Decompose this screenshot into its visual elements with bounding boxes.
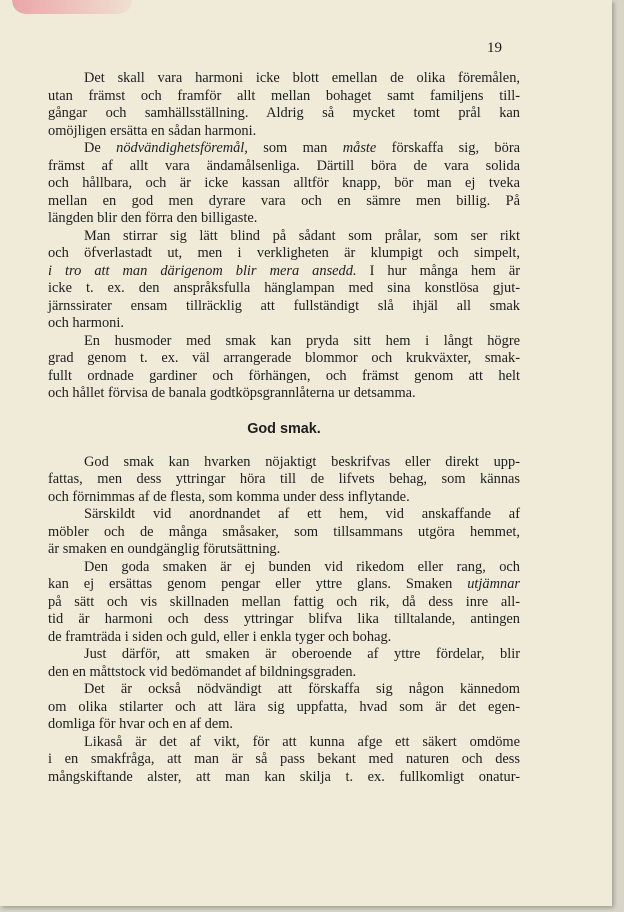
text-line: icke t. ex. den anspråksfulla hänglampan med sina konstlösa gjut- xyxy=(48,280,520,296)
text-line: och förnimmas af de flesta, som komma under dess inflytande. xyxy=(48,488,410,505)
text-line: och harmoni. xyxy=(48,315,124,331)
text-line: i en smakfråga, att man är så pass bekant med naturen och dess xyxy=(48,751,520,767)
section-heading: God smak. xyxy=(247,420,321,437)
text-line: Särskildt vid anordnandet af ett hem, vid anskaffande af xyxy=(84,506,520,522)
text-line: fattas, men dess yttringar höra till de lifvets behag, som kännas xyxy=(48,471,520,487)
text-line: möbler och de många småsaker, som tillsammans utgöra hemmet, xyxy=(48,523,520,540)
body-text xyxy=(48,70,520,786)
text-line: järnssirater ensam tillräcklig att fullständigt slå ihjäl all smak xyxy=(48,297,520,314)
text-line: grad genom t. ex. väl arrangerade blommor och krukväxter, smak- xyxy=(48,350,520,366)
text-line: Man stirrar sig lätt blind på sådant som prålar, som ser rikt xyxy=(84,227,520,244)
text-line: är smaken en oundgänglig förutsättning. xyxy=(48,541,281,557)
text-line: Likaså är det af vikt, för att kunna afge ett säkert omdöme xyxy=(84,733,520,750)
text-line: mångskiftande alster, att man kan skilja t. ex. fullkomligt onatur- xyxy=(48,768,520,785)
text-line: De nödvändighetsföremål, som man måste förskaffa sig, böra xyxy=(84,140,520,156)
text-line: gångar och samhällsställning. Aldrig så mycket tomt prål kan xyxy=(48,105,520,121)
italic-text: nödvändighetsföremål, xyxy=(116,140,248,156)
text-line: och hållet förvisa de banala godtköpsgrannlåterna ur detsamma. xyxy=(48,385,416,401)
text-line: Just därför, att smaken är oberoende af yttre fördelar, blir xyxy=(84,646,520,662)
page-stain xyxy=(12,0,132,14)
text-line: och hållbara, och är icke kassan alltför knapp, bör man ej tveka xyxy=(48,175,520,191)
text-line: om olika stilarter och att lära sig uppfatta, hvad som är det egen- xyxy=(48,698,520,715)
text-line: i tro att man därigenom blir mera ansedd. I hur många hem är xyxy=(48,262,520,279)
text-line: kan ej ersättas genom pengar eller yttre glans. Smaken utjämnar xyxy=(48,576,520,592)
text-line: Det är också nödvändigt att förskaffa sig någon kännedom xyxy=(84,681,520,697)
text-line: och öfverlastadt ut, men i verkligheten är klumpigt och simpelt, xyxy=(48,245,520,261)
text-line: God smak kan hvarken nöjaktigt beskrifvas eller direkt upp- xyxy=(84,453,520,470)
text-line: Den goda smaken är ej bunden vid rikedom eller rang, och xyxy=(84,558,520,575)
text-line: den en måttstock vid bedömandet af bildningsgraden. xyxy=(48,663,357,680)
italic-text: utjämnar xyxy=(467,576,520,592)
text-line: främst af allt vara ändamålsenliga. Därtill böra de vara solida xyxy=(48,157,520,174)
text-line: En husmoder med smak kan pryda sitt hem i långt högre xyxy=(84,332,520,349)
italic-text: i tro att man därigenom blir mera ansedd. xyxy=(48,262,357,279)
text-line: Det skall vara harmoni icke blott emellan de olika föremålen, xyxy=(84,70,520,86)
text-line: de framträda i siden och guld, eller i enkla tyger och bohag. xyxy=(48,628,392,645)
text-line: domliga för hvar och en af dem. xyxy=(48,716,234,732)
text-line: mellan en god men dyrare vara och en sämre men billig. På xyxy=(48,192,520,209)
text-line: på sätt och vis skillnaden mellan fattig och rik, då dess inre all- xyxy=(48,593,520,610)
text-line: tid är harmoni och dess yttringar blifva lika tilltalande, antingen xyxy=(48,611,520,627)
text-line: omöjligen ersätta en sådan harmoni. xyxy=(48,122,257,139)
page-number: 19 xyxy=(487,40,502,56)
italic-text: måste xyxy=(342,140,377,156)
text-line: utan främst och framför allt mellan bohaget samt familjens till- xyxy=(48,87,520,104)
text-line: fullt ordnade gardiner och förhängen, och främst genom att helt xyxy=(48,367,520,384)
text-line: längden blir den förra den billigaste. xyxy=(48,210,258,226)
